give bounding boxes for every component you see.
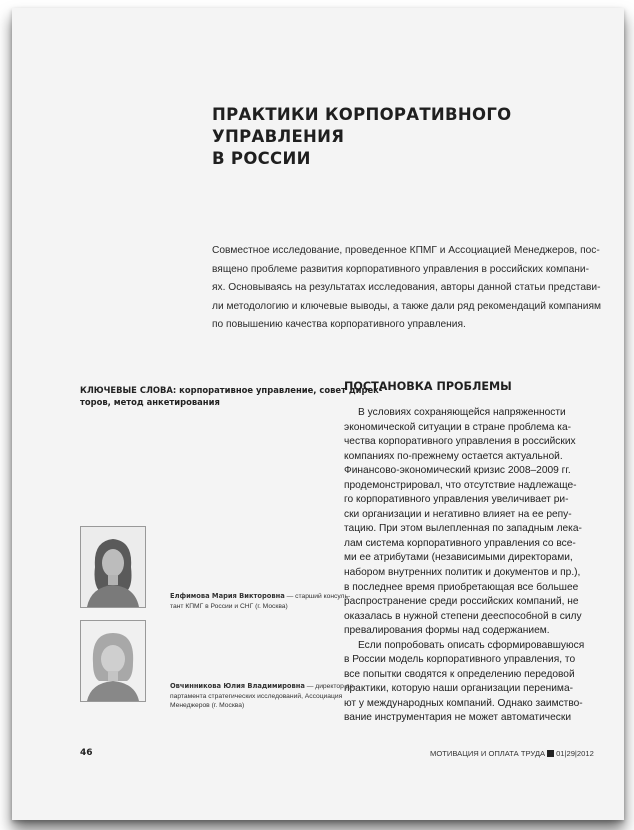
- author-caption-line: [170, 592, 351, 602]
- author-caption-line: партамента стратегических исследований, Ассоциация: [170, 692, 343, 700]
- author-caption-ovchinnikova: [170, 682, 356, 711]
- keywords-line: торов, метод анкетирования: [80, 396, 220, 407]
- body-line: лам система корпоративного управления со все-: [344, 537, 576, 549]
- journal-footer: [430, 749, 594, 758]
- body-line: превалирования формы над содержанием.: [344, 625, 550, 637]
- page-number: 46: [80, 748, 93, 758]
- body-line: оказалась в нужной степени дееспособной в силу: [344, 610, 582, 622]
- abstract-line: по повышению качества корпоративного управления.: [212, 319, 466, 331]
- author-caption-line: Менеджеров (г. Москва): [170, 702, 245, 710]
- author-photo-ovchinnikova: [80, 620, 146, 702]
- author-caption-line: [170, 682, 356, 692]
- body-line: ски организации и негативно влияет на ее репу-: [344, 508, 572, 520]
- body-line: практики, которую наши организации перенима-: [344, 683, 573, 695]
- body-line: ют у международных компаний. Однако заимство-: [344, 697, 583, 709]
- square-icon: [547, 750, 554, 757]
- article-abstract: [212, 242, 602, 335]
- body-line: ми ее атрибутами (независимыми директорами,: [344, 552, 573, 564]
- abstract-line: Совместное исследование, проведенное КПМГ и Ассоциацией Менеджеров, пос-: [212, 245, 600, 256]
- body-line: набором внутренних политик и документов и пр.),: [344, 567, 581, 579]
- keywords-line: КЛЮЧЕВЫЕ СЛОВА: корпоративное управление, совет дирек-: [80, 385, 383, 395]
- body-line: Если попробовать описать сформировавшуюся: [358, 639, 585, 651]
- journal-name: МОТИВАЦИЯ И ОПЛАТА ТРУДА: [430, 749, 546, 758]
- body-line: вание инструментария не может автоматически: [344, 712, 572, 724]
- article-title: [212, 104, 592, 170]
- title-line: ПРАКТИКИ КОРПОРАТИВНОГО УПРАВЛЕНИЯ: [212, 105, 512, 146]
- body-line: распространение среди российских компаний, не: [344, 596, 579, 608]
- body-line: в последнее время приобретающая все большее: [344, 581, 579, 593]
- keywords: [80, 385, 383, 408]
- body-line: экономической ситуации в стране проблема ка-: [344, 421, 572, 433]
- abstract-line: ях. Основываясь на результатах исследования, авторы данной статьи представи-: [212, 282, 601, 294]
- author-name: Елфимова Мария Викторовна: [170, 592, 285, 600]
- body-line: тацию. При этом вылепленная по западным лека-: [344, 523, 582, 535]
- abstract-line: ли методологию и ключевые выводы, а также дали ряд рекомендаций компаниям: [212, 300, 602, 312]
- section-heading: ПОСТАНОВКА ПРОБЛЕМЫ: [344, 380, 512, 393]
- abstract-line: вящено проблеме развития корпоративного управления в российских компани-: [212, 263, 589, 275]
- body-line: чества корпоративного управления в российских: [344, 436, 576, 448]
- author-role: — директор де-: [304, 683, 356, 690]
- journal-page: [12, 8, 624, 820]
- body-line: продемонстрировал, что отсутствие надлежаще-: [344, 479, 577, 491]
- title-line: В РОССИИ: [212, 149, 311, 168]
- author-caption-elfimova: [170, 592, 351, 611]
- body-line: компаниях по-прежнему остается актуальной.: [344, 450, 563, 462]
- author-name: Овчинникова Юлия Владимировна: [170, 682, 305, 690]
- body-line: го корпоративного управления увеличивает ри-: [344, 494, 569, 506]
- body-line: В условиях сохраняющейся напряженности: [358, 407, 566, 418]
- body-line: Финансово-экономический кризис 2008–2009 гг.: [344, 465, 571, 477]
- issue-number: 01|29|2012: [556, 749, 594, 758]
- body-line: в России модель корпоративного управления, то: [344, 654, 576, 666]
- author-role: — старший консуль-: [284, 593, 351, 600]
- body-line: все попытки сводятся к определению передовой: [344, 668, 575, 680]
- author-photo-elfimova: [80, 526, 146, 608]
- author-caption-line: тант КПМГ в России и СНГ (г. Москва): [170, 602, 288, 610]
- article-body: [344, 406, 602, 726]
